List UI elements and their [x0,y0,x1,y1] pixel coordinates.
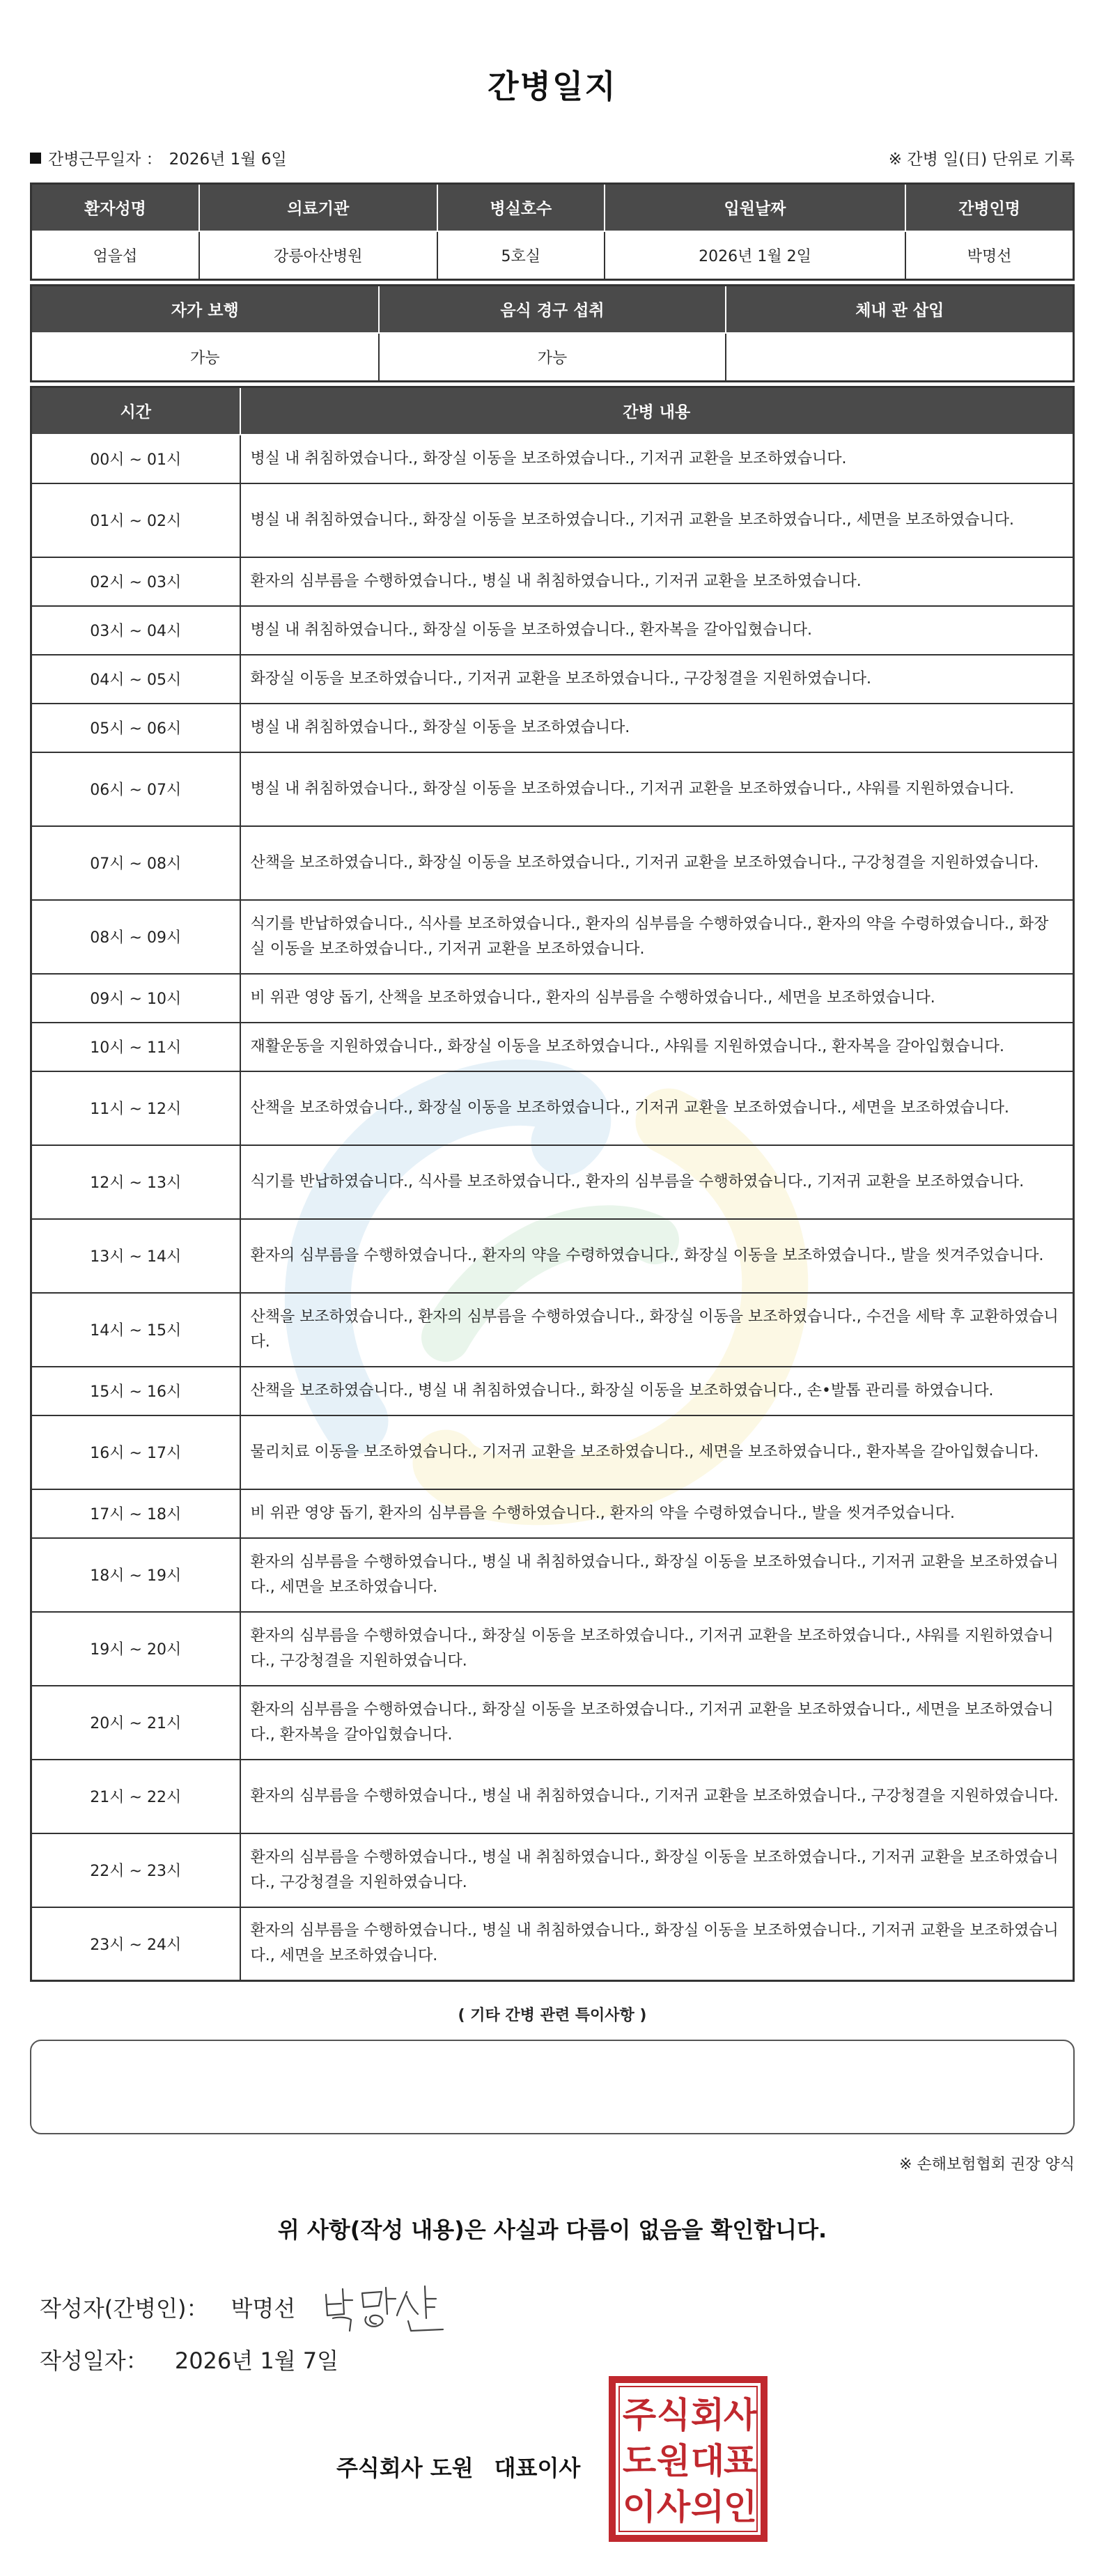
time-cell: 13시 ~ 14시 [31,1219,240,1293]
table-row [31,1145,1074,1219]
care-content-cell: 식기를 반납하였습니다., 식사를 보조하였습니다., 환자의 심부름을 수행하였습니다., 환자의 약을 수령하였습니다., 화장실 이동을 보조하였습니다., 기저귀 교환을 보조하였습니다. [240,900,1074,974]
care-content-cell: 병실 내 취침하였습니다., 화장실 이동을 보조하였습니다., 기저귀 교환을 보조하였습니다., 세면을 보조하였습니다. [240,483,1074,557]
time-cell: 21시 ~ 22시 [31,1760,240,1833]
info-header-row [31,184,1074,231]
care-content-cell: 병실 내 취침하였습니다., 화장실 이동을 보조하였습니다., 기저귀 교환을 보조하였습니다. [240,435,1074,483]
company-line [336,2451,580,2483]
patient-info-table [30,183,1075,281]
time-cell: 03시 ~ 04시 [31,606,240,655]
time-cell: 18시 ~ 19시 [31,1538,240,1612]
table-row [31,752,1074,826]
patient-ability-table [30,284,1075,382]
table-row [31,1489,1074,1538]
time-cell: 10시 ~ 11시 [31,1023,240,1071]
table-row [31,655,1074,704]
written-date-label: 작성일자： [40,2348,148,2374]
care-log-table [30,386,1075,1982]
self-walking-value: 가능 [31,333,379,382]
care-date-label: 간병근무일자 ： [48,150,162,169]
care-date-value: 2026년 1월 6일 [169,150,287,169]
time-cell: 01시 ~ 02시 [31,483,240,557]
svg-text:표: 표 [723,2441,758,2481]
svg-text:대: 대 [690,2441,725,2481]
remarks-title: ( 기타 간병 관련 특이사항 ) [458,2007,647,2024]
svg-text:식: 식 [656,2395,691,2435]
time-cell: 11시 ~ 12시 [31,1071,240,1145]
table-row [31,483,1074,557]
time-cell: 19시 ~ 20시 [31,1612,240,1686]
svg-text:사: 사 [656,2487,691,2527]
table-row [31,1538,1074,1612]
unit-note: ※ 간병 일(日) 단위로 기록 [888,150,1075,169]
svg-text:회: 회 [690,2395,725,2435]
care-content-cell: 비 위관 영양 돕기, 산책을 보조하였습니다., 환자의 심부름을 수행하였습니다., 세면을 보조하였습니다. [240,974,1074,1023]
writer-label: 작성자(간병인)： [40,2295,209,2322]
company-name: 주식회사 도원 [336,2455,474,2481]
time-cell: 02시 ~ 03시 [31,557,240,606]
table-row [31,1293,1074,1367]
log-header-row [31,387,1074,435]
tube-insertion-value [726,333,1073,382]
time-cell: 09시 ~ 10시 [31,974,240,1023]
table-row [31,1907,1074,1981]
time-cell: 20시 ~ 21시 [31,1686,240,1760]
care-content-cell: 환자의 심부름을 수행하였습니다., 화장실 이동을 보조하였습니다., 기저귀 교환을 보조하였습니다., 세면을 보조하였습니다., 환자복을 갈아입혔습니다. [240,1686,1074,1760]
header-patient-name: 환자성명 [31,184,199,231]
table-row [31,1612,1074,1686]
care-content-cell: 환자의 심부름을 수행하였습니다., 병실 내 취침하였습니다., 화장실 이동을 보조하였습니다., 기저귀 교환을 보조하였습니다., 구강청결을 지원하였습니다. [240,1833,1074,1907]
hospital-name: 강릉아산병원 [199,231,437,280]
time-cell: 22시 ~ 23시 [31,1833,240,1907]
header-care-content: 간병 내용 [240,387,1074,435]
square-bullet-icon [30,153,41,164]
remarks-box [30,2040,1075,2134]
writer-line [40,2279,453,2335]
ability-header-row [31,286,1074,333]
table-row [31,606,1074,655]
time-cell: 15시 ~ 16시 [31,1367,240,1415]
table-row [31,974,1074,1023]
time-cell: 08시 ~ 09시 [31,900,240,974]
header-room-number: 병실호수 [437,184,605,231]
table-row [31,900,1074,974]
svg-text:주: 주 [622,2395,657,2435]
oral-intake-value: 가능 [379,333,726,382]
header-admission-date: 입원날짜 [605,184,905,231]
company-title: 대표이사 [494,2455,581,2481]
table-row [31,1686,1074,1760]
header-tube-insertion: 체내 관 삽입 [726,286,1073,333]
care-content-cell: 산책을 보조하였습니다., 화장실 이동을 보조하였습니다., 기저귀 교환을 보조하였습니다., 세면을 보조하였습니다. [240,1071,1074,1145]
confirmation-statement: 위 사항(작성 내용)은 사실과 다름이 없음을 확인합니다. [277,2217,827,2243]
table-row [31,1415,1074,1489]
page-title: 간병일지 [488,68,617,105]
time-cell: 17시 ~ 18시 [31,1489,240,1538]
room-number: 5호실 [437,231,605,280]
info-value-row [31,231,1074,280]
time-cell: 05시 ~ 06시 [31,704,240,752]
table-row [31,1833,1074,1907]
time-cell: 14시 ~ 15시 [31,1293,240,1367]
care-content-cell: 산책을 보조하였습니다., 환자의 심부름을 수행하였습니다., 화장실 이동을 보조하였습니다., 수건을 세탁 후 교환하였습니다. [240,1293,1074,1367]
table-row [31,1023,1074,1071]
patient-name: 엄을섭 [31,231,199,280]
table-row [31,826,1074,900]
written-date-line [40,2343,338,2375]
svg-text:사: 사 [723,2395,758,2435]
care-content-cell: 병실 내 취침하였습니다., 화장실 이동을 보조하였습니다., 기저귀 교환을 보조하였습니다., 샤워를 지원하였습니다. [240,752,1074,826]
care-content-cell: 산책을 보조하였습니다., 병실 내 취침하였습니다., 화장실 이동을 보조하였습니다., 손•발톱 관리를 하였습니다. [240,1367,1074,1415]
company-seal-stamp [608,2375,768,2543]
time-cell: 12시 ~ 13시 [31,1145,240,1219]
care-content-cell: 식기를 반납하였습니다., 식사를 보조하였습니다., 환자의 심부름을 수행하였습니다., 기저귀 교환을 보조하였습니다. [240,1145,1074,1219]
admission-date: 2026년 1월 2일 [605,231,905,280]
table-row [31,1367,1074,1415]
table-row [31,1219,1074,1293]
time-cell: 16시 ~ 17시 [31,1415,240,1489]
care-content-cell: 환자의 심부름을 수행하였습니다., 병실 내 취침하였습니다., 기저귀 교환을 보조하였습니다., 구강청결을 지원하였습니다. [240,1760,1074,1833]
svg-text:이: 이 [622,2487,657,2527]
care-content-cell: 환자의 심부름을 수행하였습니다., 병실 내 취침하였습니다., 화장실 이동을 보조하였습니다., 기저귀 교환을 보조하였습니다., 세면을 보조하였습니다. [240,1538,1074,1612]
care-content-cell: 병실 내 취침하였습니다., 화장실 이동을 보조하였습니다. [240,704,1074,752]
time-cell: 23시 ~ 24시 [31,1907,240,1981]
care-content-cell: 환자의 심부름을 수행하였습니다., 병실 내 취침하였습니다., 화장실 이동을 보조하였습니다., 기저귀 교환을 보조하였습니다., 세면을 보조하였습니다. [240,1907,1074,1981]
care-content-cell: 화장실 이동을 보조하였습니다., 기저귀 교환을 보조하였습니다., 구강청결을 지원하였습니다. [240,655,1074,704]
ability-value-row [31,333,1074,382]
table-row [31,1760,1074,1833]
time-cell: 00시 ~ 01시 [31,435,240,483]
written-date-value: 2026년 1월 7일 [174,2348,339,2374]
care-content-cell: 병실 내 취침하였습니다., 화장실 이동을 보조하였습니다., 환자복을 갈아입혔습니다. [240,606,1074,655]
svg-text:원: 원 [656,2441,691,2481]
meta-row [30,146,1075,171]
caregiver-name: 박명선 [905,231,1073,280]
svg-text:인: 인 [723,2487,758,2527]
time-cell: 07시 ~ 08시 [31,826,240,900]
care-content-cell: 환자의 심부름을 수행하였습니다., 환자의 약을 수령하였습니다., 화장실 이동을 보조하였습니다., 발을 씻겨주었습니다. [240,1219,1074,1293]
header-oral-intake: 음식 경구 섭취 [379,286,726,333]
care-content-cell: 산책을 보조하였습니다., 화장실 이동을 보조하였습니다., 기저귀 교환을 보조하였습니다., 구강청결을 지원하였습니다. [240,826,1074,900]
header-time: 시간 [31,387,240,435]
table-row [31,704,1074,752]
care-content-cell: 재활운동을 지원하였습니다., 화장실 이동을 보조하였습니다., 샤워를 지원하였습니다., 환자복을 갈아입혔습니다. [240,1023,1074,1071]
table-row [31,435,1074,483]
svg-text:도: 도 [622,2441,657,2481]
table-row [31,557,1074,606]
time-cell: 06시 ~ 07시 [31,752,240,826]
care-content-cell: 물리치료 이동을 보조하였습니다., 기저귀 교환을 보조하였습니다., 세면을 보조하였습니다., 환자복을 갈아입혔습니다. [240,1415,1074,1489]
form-source-note: ※ 손해보험협회 권장 양식 [899,2156,1075,2173]
care-date-line [30,146,287,169]
care-content-cell: 환자의 심부름을 수행하였습니다., 병실 내 취침하였습니다., 기저귀 교환을 보조하였습니다. [240,557,1074,606]
time-cell: 04시 ~ 05시 [31,655,240,704]
header-hospital: 의료기관 [199,184,437,231]
svg-text:의: 의 [690,2487,725,2527]
handwritten-signature [320,2279,453,2335]
care-content-cell: 환자의 심부름을 수행하였습니다., 화장실 이동을 보조하였습니다., 기저귀 교환을 보조하였습니다., 샤워를 지원하였습니다., 구강청결을 지원하였습니다. [240,1612,1074,1686]
writer-name: 박명선 [231,2295,296,2322]
care-content-cell: 비 위관 영양 돕기, 환자의 심부름을 수행하였습니다., 환자의 약을 수령하였습니다., 발을 씻겨주었습니다. [240,1489,1074,1538]
table-row [31,1071,1074,1145]
header-self-walking: 자가 보행 [31,286,379,333]
header-caregiver-name: 간병인명 [905,184,1073,231]
